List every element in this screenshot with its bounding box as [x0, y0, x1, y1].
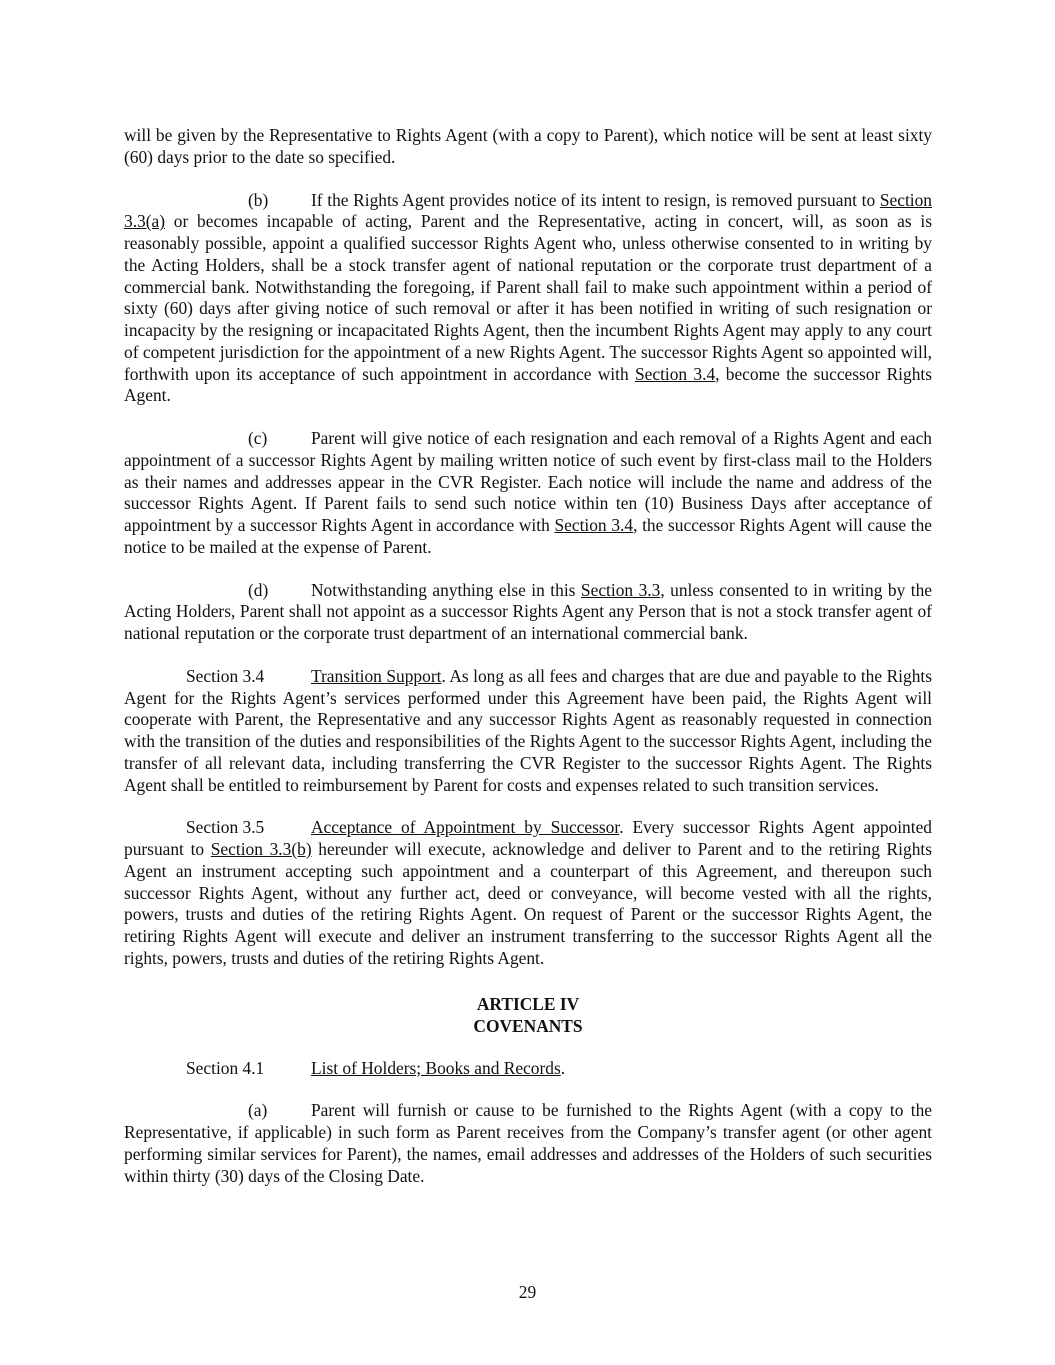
- paragraph-3-3-c: (c) Parent will give notice of each resignation and each removal of a Rights Agent and each appointment of a successor Rights Agent by mailing written notice of such event by first-class mail to the Holders as their names and addresses appear in the CVR Register. Each notice will include the name and address of the successor Rights Agent. If Parent fails to send such notice within ten (10) Business Days after acceptance of appointment by a successor Rights Agent in accordance with Section 3.4, the successor Rights Agent will cause the notice to be mailed at the expense of Parent.: [124, 428, 932, 557]
- paragraph-label: (c): [248, 428, 268, 448]
- paragraph-label: (d): [248, 579, 269, 600]
- article-title: COVENANTS: [473, 1015, 583, 1036]
- paragraph-4-1-a: (a) Parent will furnish or cause to be furnished to the Rights Agent (with a copy to the Representative, if applicable) in such form as Parent receives from the Company’s transfer agent (or other agent performing similar services for Parent), the names, email addresses and addresses of the Holders of such securities within thirty (30) days of the Closing Date.: [124, 1100, 932, 1186]
- paragraph-label: (a): [248, 1100, 268, 1121]
- section-4-1: Section 4.1 List of Holders; Books and Records.: [186, 1057, 566, 1078]
- section-title: List of Holders; Books and Records: [311, 1057, 561, 1078]
- paragraph-continuation: will be given by the Representative to Rights Agent (with a copy to Parent), which notice will be sent at least sixty (60) days prior to the date so specified.: [124, 125, 932, 167]
- section-title: Transition Support: [311, 665, 442, 686]
- article-heading: [124, 993, 932, 1037]
- cross-reference-link[interactable]: Section 3.3(b): [210, 839, 312, 859]
- cross-reference-link[interactable]: Section 3.4: [634, 363, 716, 384]
- section-3-5: Section 3.5 Acceptance of Appointment by Successor. Every successor Rights Agent appointed pursuant to Section 3.3(b) hereunder will execute, acknowledge and deliver to Parent and to the retiring Rights Agent an instrument accepting such appointment and a counterpart of this Agreement, and thereupon such successor Rights Agent, without any further act, deed or conveyance, will become vested with all the rights, powers, trusts and duties of the retiring Rights Agent. On request of Parent or the successor Rights Agent, the retiring Rights Agent will execute and deliver an instrument transferring to the successor Rights Agent all the rights, powers, trusts and duties of the retiring Rights Agent.: [124, 817, 932, 968]
- page-number: 29: [518, 1282, 537, 1302]
- article-number: ARTICLE IV: [476, 993, 580, 1014]
- section-label: Section 3.5: [186, 817, 265, 838]
- paragraph-label: (b): [248, 189, 269, 210]
- section-label: Section 3.4: [186, 665, 265, 686]
- paragraph-3-3-d: (d) Notwithstanding anything else in this Section 3.3, unless consented to in writing by the Acting Holders, Parent shall not appoint as a successor Rights Agent any Person that is not a stock transfer agent of national reputation or the corporate trust department of an international commercial bank.: [124, 579, 932, 643]
- paragraph-3-3-b: (b) If the Rights Agent provides notice of its intent to resign, is removed pursuant to Section 3.3(a) or becomes incapable of acting, Parent and the Representative, acting in concert, will, as soon as is reasonably possible, appoint a qualified successor Rights Agent who, unless otherwise consented to in writing by the Acting Holders, shall be a stock transfer agent of national reputation or the corporate trust department of a commercial bank. Notwithstanding the foregoing, if Parent shall fail to make such appointment within a period of sixty (60) days after giving notice of such removal or after it has been notified in writing of such resignation or incapacity by the resigning or incapacitated Rights Agent, then the incumbent Rights Agent may apply to any court of competent jurisdiction for the appointment of a new Rights Agent. The successor Rights Agent so appointed will, forthwith upon its acceptance of such appointment in accordance with Section 3.4, become the successor Rights Agent.: [124, 189, 932, 406]
- section-label: Section 4.1: [186, 1057, 265, 1078]
- cross-reference-link[interactable]: Section 3.4: [554, 515, 634, 535]
- document-page: [124, 125, 932, 1187]
- section-title: Acceptance of Appointment by Successor: [311, 817, 620, 838]
- section-3-4: Section 3.4 Transition Support. As long as all fees and charges that are due and payable to the Rights Agent for the Rights Agent’s services performed under this Agreement have been paid, the Rights Agent will cooperate with Parent, the Representative and any successor Rights Agent as reasonably requested in connection with the transition of the duties and responsibilities of the Rights Agent to the successor Rights Agent, including the transfer of all relevant data, including transferring the CVR Register to the successor Rights Agent. The Rights Agent shall be entitled to reimbursement by Parent for costs and expenses related to such transition services.: [124, 665, 932, 795]
- cross-reference-link[interactable]: Section 3.3(a): [124, 189, 932, 232]
- cross-reference-link[interactable]: Section 3.3: [580, 579, 661, 600]
